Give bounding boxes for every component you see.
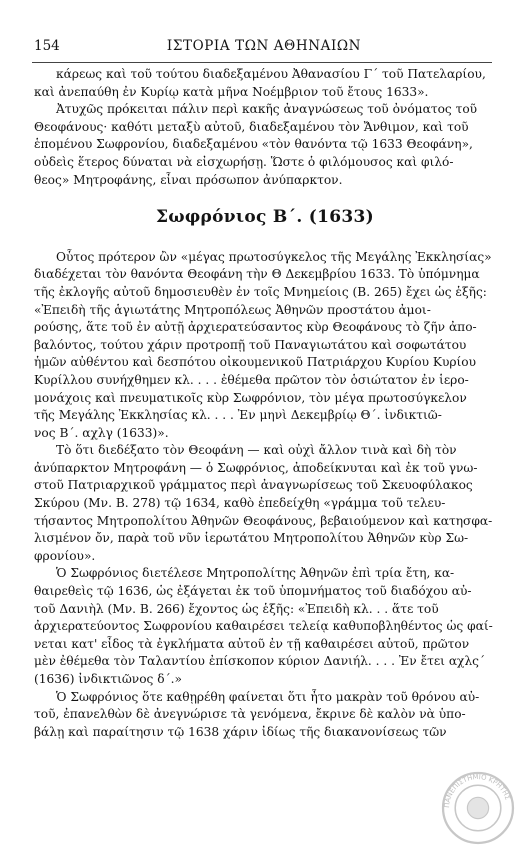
text-line: Τὸ ὅτι διεδέξατο τὸν Θεοφάνη — καὶ οὐχὶ ἄλλον τινὰ καὶ δὴ τὸν [56, 443, 457, 458]
section-title: Σωφρόνιος Β΄. (1633) [156, 207, 374, 228]
text-line: τήσαντος Μητροπολίτου Ἀθηνῶν Θεοφάνους, βεβαιούμενον καὶ κατησφα- [34, 513, 493, 528]
text-line: νεται κατ' εἶδος τὰ ἐγκλήματα αὐτοῦ ἐν τῇ καθαιρέσει αὐτοῦ, πρῶτον [34, 636, 470, 651]
text-line: Οὗτος πρότερον ὢν «μέγας πρωτοσύγκελος τῆς Μεγάλης Ἐκκλησίας» [56, 249, 492, 264]
header-rule [32, 62, 492, 63]
bottom-paragraphs [34, 249, 496, 742]
paragraph [34, 565, 496, 688]
stamp-ring-text: ΠΑΝΕΠΙΣΤΗΜΙΟ ΚΡΗΤΗΣ [443, 772, 512, 809]
text-line: Ὁ Σωφρόνιος διετέλεσε Μητροπολίτης Ἀθηνῶν ἐπὶ τρία ἔτη, κα- [56, 566, 455, 581]
text-line: τῆς Μεγάλης Ἐκκλησίας κλ. . . . Ἐν μηνὶ Δεκεμβρίῳ Θ΄. ἰνδικτιῶ- [34, 408, 442, 423]
text-line: τοῦ Δανιὴλ (Μν. Β. 266) ἔχοντος ὡς ἑξῆς: «Ἐπειδὴ κλ. . . ἅτε τοῦ [34, 601, 439, 616]
text-line: Θεοφάνους· καθότι μεταξὺ αὐτοῦ, διαδεξαμένου τὸν Ἄνθιμον, καὶ τοῦ [34, 119, 469, 134]
page-header [34, 38, 494, 60]
library-stamp [440, 770, 516, 846]
text-line: ἑπομένου Σωφρονίου, διαδεξαμένου «τὸν θανόντα τῷ 1633 Θεοφάνη», [34, 137, 473, 152]
text-line: ρούσης, ἅτε τοῦ ἐν αὐτῇ ἀρχιερατεύσαντος κὺρ Θεοφάνους τὸ ζῆν ἀπο- [34, 320, 477, 335]
text-line: καὶ ἀνεπαύθη ἐν Κυρίῳ κατὰ μῆνα Νοέμβριον τοῦ ἔτους 1633». [34, 84, 429, 99]
text-line: μονάχοις καὶ πνευματικοῖς κὺρ Σωφρόνιον, τὸν μέγα πρωτοσύγκελον [34, 390, 467, 405]
text-line: ἡμῶν αὐθέντου καὶ δεσπότου οἰκουμενικοῦ Πατριάρχου Κυρίου Κυρίου [34, 355, 477, 370]
paragraph [34, 442, 496, 565]
text-line: τοῦ, ἐπανελθὼν δὲ ἀνεγνώρισε τὰ γενόμενα, ἔκρινε δὲ καλὸν νὰ ὑπο- [34, 707, 466, 722]
text-line: διαδέχεται τὸν θανόντα Θεοφάνη τὴν Θ Δεκεμβρίου 1633. Τὸ ὑπόμνημα [34, 267, 480, 282]
text-line: βαλόντος, τούτου χάριν προτροπῇ τοῦ Παναγιωτάτου καὶ σοφωτάτου [34, 337, 467, 352]
top-paragraphs [34, 66, 496, 189]
text-line: (1636) ἰνδικτιῶνος δ΄.» [34, 672, 182, 686]
text-line: Ὁ Σωφρόνιος ὅτε καθῃρέθη φαίνεται ὅτι ἦτο μακρὰν τοῦ θρόνου αὐ- [56, 689, 480, 704]
text-line: ἀνύπαρκτον Μητροφάνη — ὁ Σωφρόνιος, ἀποδείκνυται καὶ ἐκ τοῦ γνω- [34, 460, 478, 475]
text-line: στοῦ Πατριαρχικοῦ γράμματος περὶ ἀναγνωρίσεως τοῦ Σκευοφύλακος [34, 478, 473, 493]
text-line: κάρεως καὶ τοῦ τούτου διαδεξαμένου Ἀθανασίου Γ΄ τοῦ Πατελαρίου, [56, 67, 486, 81]
text-line: Κυρίλλου συνήχθημεν κλ. . . . ἐθέμεθα πρῶτον τὸν ὁσιώτατον ἐν ἱερο- [34, 372, 469, 387]
text-line: «Ἐπειδὴ τῆς ἁγιωτάτης Μητροπόλεως Ἀθηνῶν προστάτου ἀμοι- [34, 302, 431, 317]
text-line: θαιρεθεὶς τῷ 1636, ὡς ἐξάγεται ἐκ τοῦ ὑπομνήματος τοῦ διαδόχου αὐ- [34, 584, 472, 599]
body-text [34, 66, 496, 741]
text-line: Ἀτυχῶς πρόκειται πάλιν περὶ κακῆς ἀναγνώσεως τοῦ ὀνόματος τοῦ [56, 102, 478, 117]
page-number: 154 [34, 38, 60, 54]
text-line: ἀρχιερατεύοντος Σωφρονίου καθαιρέσει τελείᾳ καθυποβληθέντος ὡς φαί- [34, 619, 493, 634]
text-line: τῆς ἐκλογῆς αὐτοῦ δημοσιευθὲν ἐν τοῖς Μνημείοις (Β. 265) ἔχει ὡς ἑξῆς: [34, 284, 487, 299]
running-head: ΙΣΤΟΡΙΑ ΤΩΝ ΑΘΗΝΑΙΩΝ [166, 38, 362, 54]
paragraph [34, 66, 496, 101]
text-line: Σκύρου (Μν. Β. 278) τῷ 1634, καθὸ ἐπεδείχθη «γράμμα τοῦ τελευ- [34, 496, 446, 511]
text-line: λισμένον ὄν, παρὰ τοῦ νῦν ἱερωτάτου Μητροπολίτου Ἀθηνῶν κὺρ Σω- [34, 531, 469, 546]
text-line: μὲν ἐθέμεθα τὸν Ταλαντίου ἐπίσκοπον κύριον Δανιήλ. . . . Ἐν ἔτει αχλς΄ [34, 654, 486, 669]
paragraph [34, 689, 496, 742]
text-line: νος Β΄. αχλγ (1633)». [34, 425, 169, 440]
paragraph [34, 249, 496, 443]
text-line: θεος» Μητροφάνης, εἶναι πρόσωπον ἀνύπαρκτον. [34, 172, 343, 187]
text-line: φρονίου». [34, 548, 96, 563]
text-line: οὐδεὶς ἕτερος δύναται νὰ εἰσχωρήσῃ. Ὥστε ὁ φιλόμουσος καὶ φιλό- [34, 154, 454, 169]
paragraph [34, 101, 496, 189]
text-line: βάλῃ καὶ παραίτησιν τῷ 1638 χάριν ἰδίως τῆς διακανονίσεως τῶν [34, 724, 447, 739]
